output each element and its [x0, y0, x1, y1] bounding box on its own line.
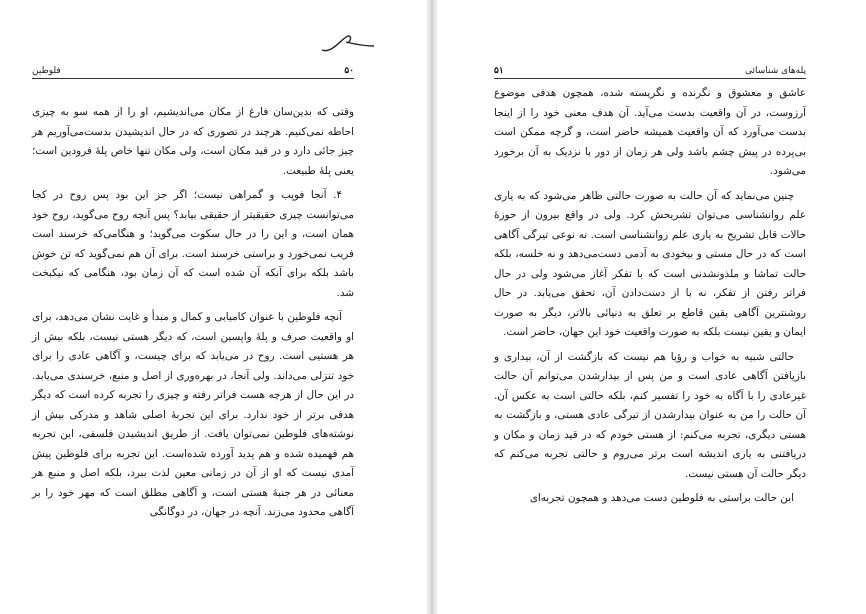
- left-page: [0, 0, 425, 614]
- right-page-header: [494, 64, 806, 79]
- page-number: ۵۰: [344, 66, 354, 76]
- book-gutter: [425, 0, 439, 614]
- left-page-header: [32, 64, 354, 79]
- handwritten-signature: [318, 28, 378, 58]
- paragraph: آنچه فلوطین با عنوان کامیابی و کمال و مبدأ و غایت نشان می‌دهد، برای او واقعیت صرف و پلهٔ واپسین است، که دیگر هستی نیست، بلکه بیش از هر هستیی است. روح در می‌یابد که برای چیست، و آگاهی عادی را برای خود تنزلی می‌داند. ولی آنجا، در بهره‌وری از اصل و منبع، خرسندی می‌یابد. در این حال از هرچه هست فراتر رفته و چیزی را تجربه کرده است که دیگر هدفی برتر از خود ندارد. برای این تجربهٔ اصلی شاهد و مدرکی بیش از نوشته‌های فلوطین نمی‌توان یافت. از طریق اندیشیدن فلسفی، این تجربه هم فهمیده شده و هم پدید آورده شده‌است. این تجربه برای فلوطین پیش آمدی نیست که او از آن در زمانی معین لذت ببرد، بلکه اصل و منبع هر معنائی در هر جنبهٔ هستی است، و آگاهی مطلق است که مهر خود را بر آگاهی محدود می‌زند. آنچه در جهان، در دوگانگی: [32, 311, 354, 518]
- right-page: [439, 0, 866, 614]
- left-page-body: [32, 103, 354, 528]
- right-page-body: [494, 84, 806, 514]
- paragraph: چنین می‌نماید که آن حالت به صورت حالتی ظاهر می‌شود که به یاری علم روانشناسی می‌توان تشریحش کرد. ولی در واقع بیرون از حوزهٔ حالات قابل تشریح به یاری علم روانشناسی است. نه نوعی تیرگی آگاهی است که در حال مستی و بیخودی به آدمی دست‌می‌دهد و نه خلسه، بلکه حالت تماشا و ملذونشدنی است که با تفکر آغاز می‌شود ولی در حال فراتر رفتن از تفکر، نه با از دست‌دادن آن، تحقق می‌یابد. در حال روشنترین آگاهی یقین قاطع بر تعلق به دنیائی بالاتر، دیگر به صورت ایمان و یقین نیست بلکه به صورت واقعیت خود این جهان، حاضر است.: [494, 189, 806, 338]
- running-head: پله‌های شناسائی: [745, 66, 806, 76]
- paragraph: ۴. آنجا فوپب و گمراهی نیست؛ اگر جز این بود پس روح در کجا می‌توانست چیزی حقیقیتر از حقیقی بیابد؟ پس آنچه روح می‌گوید، روح خود همان است، و این را در حال سکوت می‌گوید؛ و هنگامی‌که خرسند است فریب نمی‌خورد و براستی خرسند است. برای آن هم نمی‌گوید که تن خوش باشد بلکه برای آنکه آن شده است که آن زمان بود، هنگامی که نیکبخت شد.: [32, 189, 354, 299]
- paragraph: این حالت براستی به فلوطین دست می‌دهد و همچون تجربه‌ای: [529, 492, 794, 504]
- page-number: ۵۱: [494, 66, 504, 76]
- paragraph: وقتی که بدین‌سان فارغ از مکان می‌اندیشیم، او را از همه سو به چیزی احاطه نمی‌کنیم. هرچند در تصوری که در حال اندیشیدن بدست‌می‌آوریم هر چیز جائی دارد و در قید مکان است، ولی مکان تنها خاص پلهٔ فرودین است؛ یعنی پلهٔ طبیعت.: [32, 106, 354, 177]
- paragraph: حالتی شبیه به خواب و رؤیا هم نیست که بازگشت از آن، بیداری و بازیافتن آگاهی عادی است و من پس از بیدارشدن می‌توانم آن حالت غیرعادی را با آگاه به خود را تفسیر کنم، بلکه حالتی است به عکس آن. آن حالت را من به عنوان بیدارشدن از تیرگی عادی هستی، و بازگشت به هستی دیگری، تجربه می‌کنم: از هستی خودم که در قید زمان و مکان و دریافتنی به یاری اندیشه است برتر می‌روم و حالتی تجربه می‌کنم که دیگر حالت آن هستی نیست.: [494, 350, 806, 480]
- running-head: فلوطین: [32, 66, 61, 76]
- paragraph: عاشق و معشوق و نگرنده و نگریسته شده، همچون هدفی موضوع آرزوست، در آن واقعیت بدست می‌آید. آن هدف معنی خود را از اینجا بدست می‌آورد که آن واقعیت همیشه حاضر است، و گرچه ممکن است بی‌پرده در پیش چشم باشد ولی هر زمان از دور یا نزدیک به آن برخورد می‌شود.: [494, 87, 806, 177]
